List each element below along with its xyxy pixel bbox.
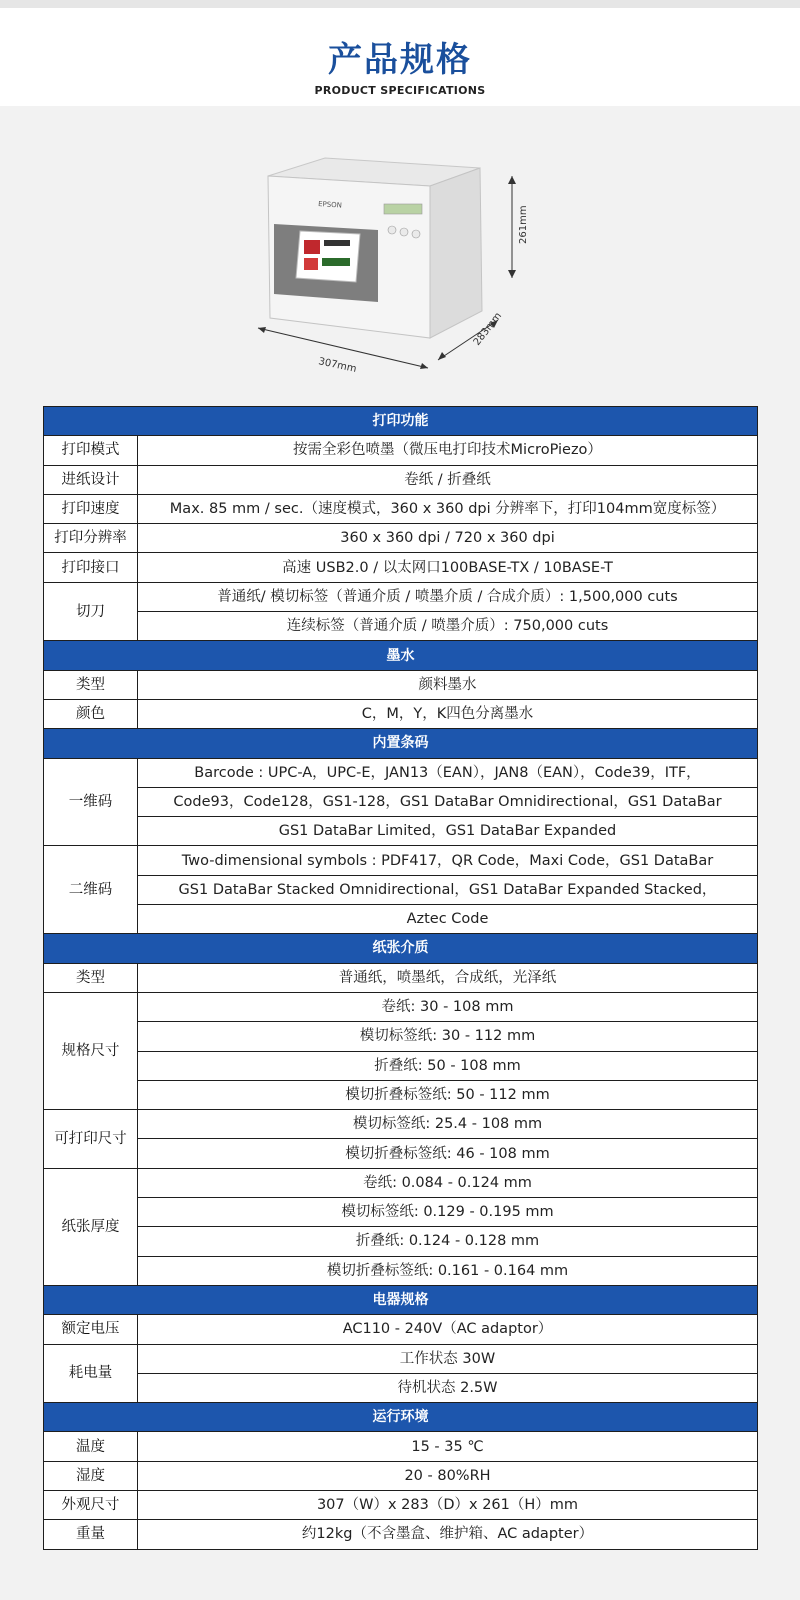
spec-label: 打印速度 xyxy=(44,494,138,523)
table-row xyxy=(44,524,758,553)
table-row xyxy=(44,1051,758,1080)
table-row xyxy=(44,758,758,787)
table-row xyxy=(44,787,758,816)
spec-label: 温度 xyxy=(44,1432,138,1461)
spec-label: 打印模式 xyxy=(44,436,138,465)
spec-label: 颜色 xyxy=(44,699,138,728)
table-row xyxy=(44,582,758,611)
table-row xyxy=(44,963,758,992)
arrow-icon xyxy=(508,176,516,184)
label-graphic xyxy=(304,258,318,270)
table-row xyxy=(44,1022,758,1051)
table-row xyxy=(44,875,758,904)
spec-value: 模切标签纸: 30 - 112 mm xyxy=(138,1022,758,1051)
spec-label: 打印接口 xyxy=(44,553,138,582)
printed-label xyxy=(296,231,360,282)
spec-value: 待机状态 2.5W xyxy=(138,1373,758,1402)
spec-label: 一维码 xyxy=(44,758,138,846)
table-row xyxy=(44,699,758,728)
section-title: 墨水 xyxy=(44,641,758,670)
section-header xyxy=(44,729,758,758)
table-row xyxy=(44,1315,758,1344)
table-row xyxy=(44,436,758,465)
table-row xyxy=(44,1373,758,1402)
spec-value: 模切折叠标签纸: 46 - 108 mm xyxy=(138,1139,758,1168)
product-image-area xyxy=(0,106,800,406)
spec-value: 307（W）x 283（D）x 261（H）mm xyxy=(138,1490,758,1519)
spec-value: 按需全彩色喷墨（微压电打印技术MicroPiezo） xyxy=(138,436,758,465)
table-row xyxy=(44,1139,758,1168)
table-row xyxy=(44,670,758,699)
spec-value: 360 x 360 dpi / 720 x 360 dpi xyxy=(138,524,758,553)
spec-value: 折叠纸: 50 - 108 mm xyxy=(138,1051,758,1080)
spec-label: 外观尺寸 xyxy=(44,1490,138,1519)
page-subtitle: PRODUCT SPECIFICATIONS xyxy=(314,84,486,97)
section-title: 打印功能 xyxy=(44,407,758,436)
table-row xyxy=(44,1344,758,1373)
spec-label: 切刀 xyxy=(44,582,138,641)
section-title: 运行环境 xyxy=(44,1403,758,1432)
spec-value: 模切折叠标签纸: 0.161 - 0.164 mm xyxy=(138,1256,758,1285)
height-dimension-label: 261mm xyxy=(518,205,529,244)
spec-value: 颜料墨水 xyxy=(138,670,758,699)
spec-value: 连续标签（普通介质 / 喷墨介质）: 750,000 cuts xyxy=(138,612,758,641)
spec-label: 耗电量 xyxy=(44,1344,138,1403)
printer-display xyxy=(384,204,422,214)
label-barcode xyxy=(324,240,350,246)
arrow-icon xyxy=(420,363,428,369)
table-row xyxy=(44,846,758,875)
depth-dimension-label: 283mm xyxy=(471,310,505,348)
page-title: 产品规格 xyxy=(328,40,472,80)
spec-value: Barcode : UPC-A，UPC-E，JAN13（EAN），JAN8（EAN），Code39，ITF， xyxy=(138,758,758,787)
table-row xyxy=(44,1110,758,1139)
table-row xyxy=(44,992,758,1021)
width-dimension-label: 307mm xyxy=(317,356,358,375)
spec-value: 20 - 80%RH xyxy=(138,1461,758,1490)
table-row xyxy=(44,612,758,641)
printer-brand: EPSON xyxy=(317,200,343,210)
spec-label: 类型 xyxy=(44,963,138,992)
section-title: 电器规格 xyxy=(44,1285,758,1314)
table-row xyxy=(44,1490,758,1519)
label-graphic xyxy=(322,258,350,266)
spec-value: 模切标签纸: 0.129 - 0.195 mm xyxy=(138,1198,758,1227)
table-row xyxy=(44,1227,758,1256)
spec-value: C，M，Y，K四色分离墨水 xyxy=(138,699,758,728)
spec-value: 卷纸 / 折叠纸 xyxy=(138,465,758,494)
spec-label: 可打印尺寸 xyxy=(44,1110,138,1169)
table-row xyxy=(44,494,758,523)
label-graphic xyxy=(304,240,320,254)
spec-value: 普通纸/ 模切标签（普通介质 / 喷墨介质 / 合成介质）: 1,500,000 cuts xyxy=(138,582,758,611)
table-row xyxy=(44,905,758,934)
spec-label: 额定电压 xyxy=(44,1315,138,1344)
spec-value: Max. 85 mm / sec.（速度模式，360 x 360 dpi 分辨率下，打印104mm宽度标签） xyxy=(138,494,758,523)
spec-label: 二维码 xyxy=(44,846,138,934)
spec-value: 普通纸，喷墨纸，合成纸，光泽纸 xyxy=(138,963,758,992)
panel-button-icon xyxy=(388,226,396,234)
table-row xyxy=(44,1520,758,1549)
table-row xyxy=(44,465,758,494)
spec-label: 重量 xyxy=(44,1520,138,1549)
spec-value: 模切标签纸: 25.4 - 108 mm xyxy=(138,1110,758,1139)
spec-value: GS1 DataBar Stacked Omnidirectional，GS1 DataBar Expanded Stacked， xyxy=(138,875,758,904)
table-row xyxy=(44,1432,758,1461)
spec-label: 纸张厚度 xyxy=(44,1168,138,1285)
spec-label: 规格尺寸 xyxy=(44,992,138,1109)
spec-value: Aztec Code xyxy=(138,905,758,934)
spec-value: 约12kg（不含墨盒、维护箱、AC adapter） xyxy=(138,1520,758,1549)
table-row xyxy=(44,1461,758,1490)
section-header xyxy=(44,1403,758,1432)
panel-button-icon xyxy=(412,230,420,238)
spec-label: 湿度 xyxy=(44,1461,138,1490)
arrow-icon xyxy=(508,270,516,278)
table-row xyxy=(44,553,758,582)
arrow-icon xyxy=(258,327,266,333)
arrow-icon xyxy=(438,352,446,360)
page-header xyxy=(0,8,800,106)
spec-value: 卷纸: 0.084 - 0.124 mm xyxy=(138,1168,758,1197)
section-header xyxy=(44,407,758,436)
printer-side xyxy=(430,168,482,338)
spec-value: 15 - 35 ℃ xyxy=(138,1432,758,1461)
table-row xyxy=(44,817,758,846)
spec-value: 高速 USB2.0 / 以太网口100BASE-TX / 10BASE-T xyxy=(138,553,758,582)
spec-value: 折叠纸: 0.124 - 0.128 mm xyxy=(138,1227,758,1256)
spec-label: 打印分辨率 xyxy=(44,524,138,553)
spec-value: Code93，Code128，GS1-128，GS1 DataBar Omnidirectional，GS1 DataBar xyxy=(138,787,758,816)
spec-value: 工作状态 30W xyxy=(138,1344,758,1373)
section-header xyxy=(44,934,758,963)
spec-value: 卷纸: 30 - 108 mm xyxy=(138,992,758,1021)
table-row xyxy=(44,1080,758,1109)
spec-label: 类型 xyxy=(44,670,138,699)
spec-value: AC110 - 240V（AC adaptor） xyxy=(138,1315,758,1344)
section-header xyxy=(44,641,758,670)
spec-label: 进纸设计 xyxy=(44,465,138,494)
table-row xyxy=(44,1168,758,1197)
printer-illustration xyxy=(0,106,800,406)
spec-table xyxy=(43,406,758,1550)
section-title: 内置条码 xyxy=(44,729,758,758)
spec-value: GS1 DataBar Limited，GS1 DataBar Expanded xyxy=(138,817,758,846)
table-row xyxy=(44,1198,758,1227)
section-title: 纸张介质 xyxy=(44,934,758,963)
spec-value: Two-dimensional symbols : PDF417，QR Code，Maxi Code，GS1 DataBar xyxy=(138,846,758,875)
section-header xyxy=(44,1285,758,1314)
table-row xyxy=(44,1256,758,1285)
top-strip xyxy=(0,0,800,8)
panel-button-icon xyxy=(400,228,408,236)
spec-value: 模切折叠标签纸: 50 - 112 mm xyxy=(138,1080,758,1109)
